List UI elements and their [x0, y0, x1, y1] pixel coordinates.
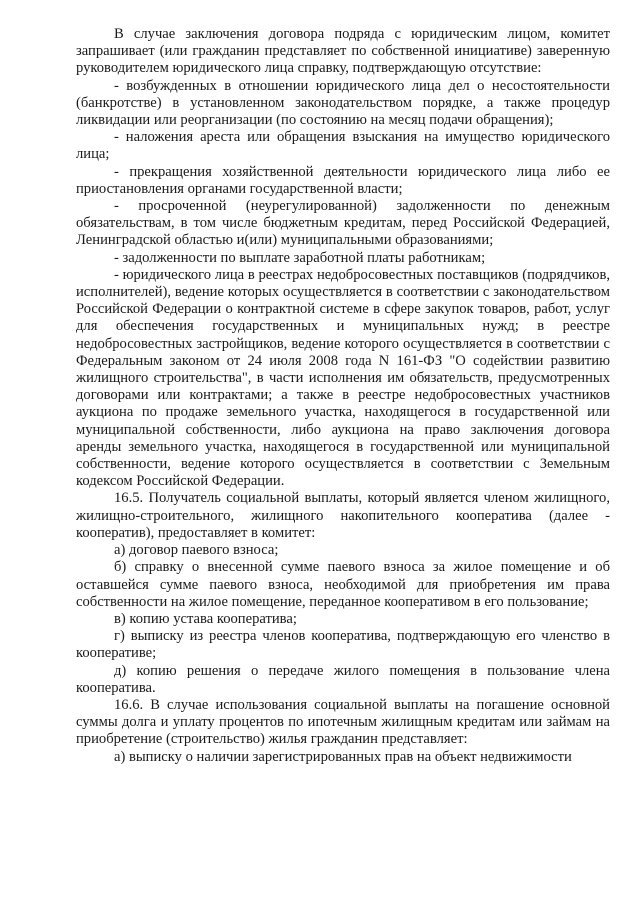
list-item-registries: - юридического лица в реестрах недобросовестных поставщиков (подрядчиков, исполнителей), ведение которых осуществляется в соответствии с законодательством Российской Федерации о контрактной системе в сфере закупок товаров, работ, услуг для обеспечения государственных и муниципальных нужд; в реестре недобросовестных застройщиков, ведение которого осуществляется в соответствии с Федеральным законом от 24 июля 2008 года N 161-ФЗ "О содействии развитию жилищного строительства", в части исполнения им обязательств, предусмотренных договорами или контрактами; а также в реестре недобросовестных участников аукциона по продаже земельного участка, находящегося в государственной или муниципальной собственности, либо аукциона на право заключения договора аренды земельного участка, находящегося в государственной или муниципальной собственности, ведение которого осуществляется в соответствии с Земельным кодексом Российской Федерации. [76, 266, 610, 490]
paragraph-16-5: 16.5. Получатель социальной выплаты, который является членом жилищного, жилищно-строительного, жилищного накопительного кооператива (далее - кооператив), предоставляет в комитет: [76, 490, 610, 541]
list-item-g: г) выписку из реестра членов кооператива, подтверждающую его членство в кооперативе; [76, 628, 610, 662]
list-item-a-2: а) выписку о наличии зарегистрированных прав на объект недвижимости [114, 748, 572, 765]
list-item-b: б) справку о внесенной сумме паевого взноса за жилое помещение и об оставшейся сумме паевого взноса, необходимой для приобретения им права собственности на жилое помещение, переданное кооперативом в его пользование; [76, 559, 610, 610]
list-item-overdue-debt: - просроченной (неурегулированной) задолженности по денежным обязательствам, в том числе бюджетным кредитам, перед Российской Федерацией, Ленинградской областью и(или) муниципальными образованиями; [76, 198, 610, 249]
list-item-a: а) договор паевого взноса; [114, 542, 279, 559]
document-body [76, 26, 610, 766]
list-item-bankruptcy: - возбужденных в отношении юридического лица дел о несостоятельности (банкротстве) в установленном законодательством порядке, а также процедур ликвидации или реорганизации (по состоянию на месяц подачи обращения); [76, 77, 610, 129]
list-item-termination: - прекращения хозяйственной деятельности юридического лица либо ее приостановления органами государственной власти; [76, 163, 610, 197]
list-item-d: д) копию решения о передаче жилого помещения в пользование члена кооператива. [76, 662, 610, 696]
paragraph-intro: В случае заключения договора подряда с юридическим лицом, комитет запрашивает (или гражданин представляет по собственной инициативе) заверенную руководителем юридического лица справку, подтверждающую отсутствие: [76, 26, 610, 77]
list-item-v: в) копию устава кооператива; [114, 610, 297, 627]
list-item-salary-debt: - задолженности по выплате заработной платы работникам; [114, 249, 486, 266]
list-item-arrest: - наложения ареста или обращения взыскания на имущество юридического лица; [76, 129, 610, 163]
paragraph-16-6: 16.6. В случае использования социальной выплаты на погашение основной суммы долга и уплату процентов по ипотечным жилищным кредитам или займам на приобретение (строительство) жилья гражданин представляет: [76, 696, 610, 748]
